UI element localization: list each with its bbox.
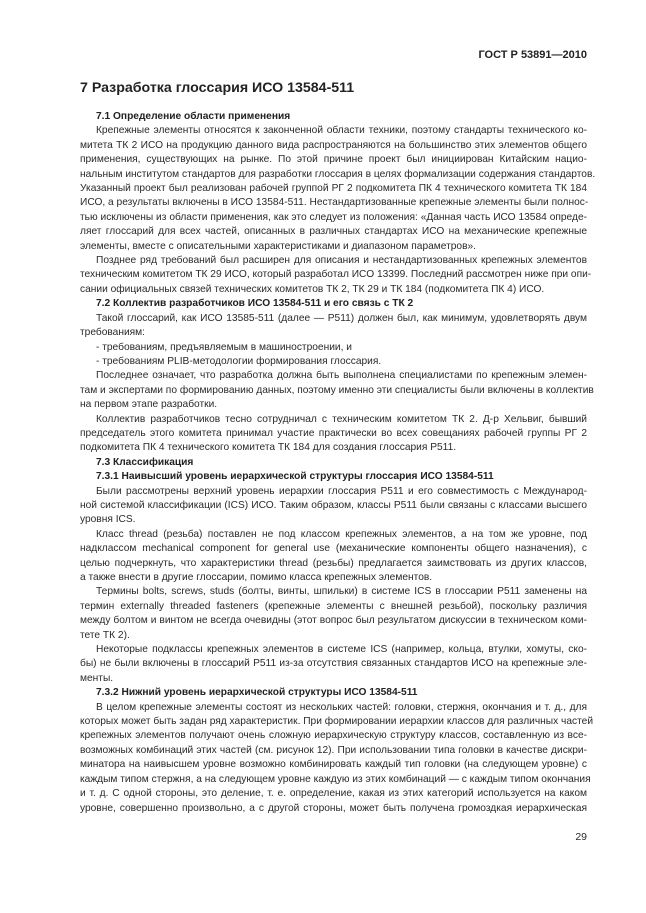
text-line: Некоторые подклассы крепежных элементов в системе ICS (например, кольца, втулки, хомуты, ско- — [96, 644, 587, 656]
text-line: В целом крепежные элементы состоят из нескольких частей: головки, стержня, окончания и т. д., для — [96, 701, 587, 713]
subsection-heading — [80, 470, 587, 484]
text-line: 7.1 Определение области применения — [96, 111, 291, 122]
text-line: Были рассмотрены верхний уровень иерархии глоссария Р511 и его совместимость с Международ- — [96, 485, 587, 497]
paragraph — [80, 585, 587, 643]
list-item — [80, 355, 587, 369]
text-line: на первом этапе разработки. — [80, 399, 218, 411]
subsection-heading — [80, 297, 587, 311]
subsection-heading — [80, 456, 587, 470]
paragraph — [80, 369, 594, 412]
document-header-id: ГОСТ Р 53891—2010 — [478, 49, 587, 61]
text-line: 7.2 Коллектив разработчиков ИСО 13584-511 и его связь с ТК 2 — [96, 298, 414, 310]
text-line: подкомитета ПК 4 технического комитета ТК 184 для создания глоссария Р511. — [80, 442, 457, 454]
page-number: 29 — [575, 831, 587, 843]
text-line: Коллектив разработчиков тесно сотрудничал с техническим комитетом ТК 2. Д-р Хельвиг, бывший — [96, 413, 587, 425]
text-line: митета ТК 2 ИСО на продукцию данного вида распространяются на большинство этих элементов общего — [80, 139, 587, 151]
text-line: техническим комитетом ТК 29 ИСО, который разработал ИСО 13399. Последний рассмотрен ниже при опи- — [80, 269, 592, 281]
paragraph — [80, 413, 587, 456]
list-item — [80, 341, 587, 355]
text-line: ной системой классификации (ICS) ИСО. Таким образом, классы Р511 были связаны с классами высшего — [80, 499, 587, 511]
text-line: Позднее ряд требований был расширен для описания и нестандартизованных крепежных элементов — [96, 255, 587, 267]
paragraph — [80, 643, 587, 686]
text-line: Последнее означает, что разработка должна быть выполнена специалистами по крепежным элемен- — [96, 370, 587, 382]
text-line: применения, существующих на рынке. По этой причине проект был инициирован Китайским нацио- — [80, 154, 587, 166]
section-title: 7 Разработка глоссария ИСО 13584-511 — [80, 80, 355, 96]
text-line: надклассом mechanical component for general use (механические компоненты общего назначения), с — [80, 543, 587, 555]
text-line: крепежных элементов получают очень сложную иерархическую структуру классов, составленную из все- — [80, 730, 587, 742]
paragraph — [80, 701, 594, 816]
text-line: минатора на наивысшем уровне возможно комбинировать каждый тип головки (на следующем уровне) с — [80, 759, 587, 771]
paragraph — [80, 124, 596, 254]
text-line: 7.3 Классификация — [96, 456, 194, 468]
text-line: термин externally threaded fasteners (крепежные элементы с внешней резьбой), поскольку различия — [80, 600, 587, 612]
text-line: которых может быть задан ряд характеристик. При формировании иерархии классов для различных частей — [80, 716, 594, 728]
text-line: Указанный проект был реализован рабочей группой РГ 2 подкомитета ПК 4 технического комитета ТК 184 — [80, 183, 587, 195]
text-line: 7.3.2 Нижний уровень иерархической структуры ИСО 13584-511 — [96, 687, 418, 699]
text-line: между болтом и винтом не всегда очевидны (этот вопрос был результатом дискуссии в техническом коми- — [80, 615, 587, 627]
text-line: бы) не были включены в глоссарий Р511 из-за отсутствия связанных стандартов ИСО на крепежные эле- — [80, 658, 587, 670]
text-line: нальным институтом стандартов для разработки глоссария в целях формализации содержания стандартов. — [80, 168, 596, 180]
text-line: Термины bolts, screws, studs (болты, винты, шпильки) в системе ICS в глоссарии Р511 заменены на — [96, 586, 587, 598]
text-line: 7.3.1 Наивысший уровень иерархической структуры глоссария ИСО 13584-511 — [96, 471, 494, 483]
text-line: Такой глоссарий, как ИСО 13585-511 (далее — Р511) должен был, как минимум, удовлетворять двум — [96, 312, 587, 324]
text-line: Класс thread (резьба) поставлен не под классом крепежных элементов, а на том же уровне, под — [96, 528, 587, 540]
text-line: тью исключены из области применения, как это следует из положения: «Данная часть ИСО 13584 опреде- — [80, 211, 587, 223]
text-line: уровне, совершенно произвольно, а с другой стороны, может быть получена громоздкая иерархическая — [80, 802, 587, 814]
text-line: элементы, вместе с описательными характеристиками и диапазоном параметров». — [80, 240, 477, 252]
text-line: - требованиям, предъявляемым в машиностроении, и — [96, 341, 352, 353]
text-line: тете ТК 2). — [80, 629, 130, 641]
text-line: а также внести в другие глоссарии, помимо класса крепежных элементов. — [80, 572, 433, 583]
subsection-heading — [80, 110, 587, 124]
paragraph — [80, 312, 587, 341]
subsection-heading — [80, 686, 587, 700]
text-line: - требованиям PLIB-методологии формирования глоссария. — [96, 355, 382, 367]
text-line: там и экспертами по формированию данных, поэтому именно эти специалисты были включены в коллектив — [80, 384, 594, 396]
text-line: уровня ICS. — [80, 514, 136, 526]
text-line: ляет глоссарий для всех частей, описанных в различных стандартах ИСО на механические крепежные — [80, 226, 587, 238]
text-line: требованиям: — [80, 327, 146, 339]
text-line: сании официальных связей технических комитетов ТК 2, ТК 29 и ТК 184 (подкомитета ПК 4) ИСО. — [80, 283, 545, 295]
text-line: Крепежные элементы относятся к законченной области техники, поэтому стандарты технического ко- — [96, 125, 587, 137]
document-body — [80, 110, 596, 816]
text-line: председатель этого комитета принимал участие практически во всех совещаниях рабочей группы РГ 2 — [80, 427, 587, 439]
text-line: целью подчеркнуть, что характеристики thread (резьбы) предлагается заимствовать из других классов, — [80, 557, 587, 569]
paragraph — [80, 528, 587, 586]
paragraph — [80, 254, 592, 297]
paragraph — [80, 485, 587, 528]
text-line: и т. д. С одной стороны, это деление, т. е. определение, какая из этих категорий используется на каком — [80, 788, 587, 800]
text-line: ИСО, а результаты включены в ИСО 13584-511. Нестандартизованные крепежные элементы были полнос- — [80, 197, 589, 209]
text-line: каждым типом стержня, а на следующем уровне каждую из этих комбинаций — с каждым типом окончания — [80, 773, 591, 785]
text-line: менты. — [80, 672, 114, 684]
text-line: возможных комбинаций этих частей (см. рисунок 12). При использовании типа головки в качестве дискри- — [80, 744, 587, 756]
